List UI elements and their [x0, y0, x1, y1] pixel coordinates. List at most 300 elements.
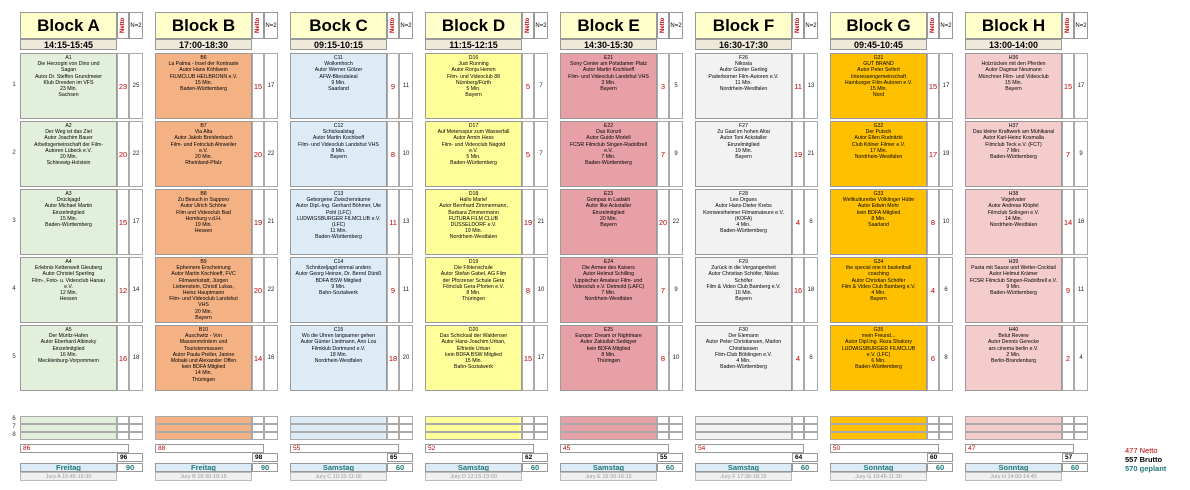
film-line: 19 Min. — [194, 222, 212, 229]
film-entry — [830, 121, 927, 187]
film-line: Nordrhein-Westfalen — [584, 296, 633, 303]
film-line: Filmclub Teck e.V. (FCT) — [985, 141, 1042, 148]
film-line: Kornwestheimer Filmamateure e.V. — [703, 209, 784, 216]
empty-row-n2 — [939, 416, 953, 424]
film-line: Autor Helmut Schilling — [582, 271, 635, 278]
film-line: Autor Ronja Hemm — [451, 67, 496, 74]
film-line: 15 Min. — [464, 358, 482, 365]
film-netto-minutes: 9 — [387, 53, 399, 119]
film-line: Autor Günter Gerling — [719, 67, 768, 74]
empty-row — [20, 432, 117, 440]
film-line: Der Müritz-Hafen — [48, 333, 89, 340]
film-netto-minutes: 2 — [1062, 325, 1074, 391]
film-n2-minutes: 6 — [804, 325, 818, 391]
total-netto: 54 — [695, 444, 804, 453]
film-line: Der Putsch — [865, 129, 892, 136]
jury-time: Jury G 10:45-11:30 — [830, 472, 927, 481]
film-line: Autor Günter Liedmann, Ann Lou — [300, 339, 377, 346]
n2-header: N=2 — [399, 12, 413, 39]
total-n2: 98 — [252, 453, 278, 462]
block-time: 13:00-14:00 — [965, 39, 1062, 50]
day-minutes: 60 — [927, 463, 953, 472]
day-minutes: 60 — [1062, 463, 1088, 472]
empty-row-n2 — [264, 416, 278, 424]
film-entry — [695, 189, 792, 255]
empty-row-n2 — [129, 416, 143, 424]
film-netto-minutes: 3 — [657, 53, 669, 119]
film-line: Nordrhein-Westfalen — [719, 86, 768, 93]
day-minutes: 60 — [522, 463, 548, 472]
total-netto: 45 — [560, 444, 669, 453]
empty-row-netto — [117, 416, 129, 424]
film-entry — [965, 53, 1062, 119]
netto-header: Netto — [1062, 12, 1074, 39]
film-entry — [20, 189, 117, 255]
film-n2-minutes: 20 — [399, 325, 413, 391]
empty-row — [560, 432, 657, 440]
film-line: Autor Hans-Joachim Urban, — [441, 339, 506, 346]
film-line: mein Freund... — [861, 333, 896, 340]
film-netto-minutes: 20 — [657, 189, 669, 255]
film-netto-minutes: 6 — [927, 325, 939, 391]
film-line: Film- und Videoclub Landshut VHS — [568, 73, 649, 80]
empty-row-netto — [387, 416, 399, 424]
film-line: Massenmördern und — [179, 339, 228, 346]
film-line: Nürnberg/Fürth — [455, 79, 492, 86]
film-line: 4 Min. — [871, 290, 886, 297]
film-line: Baden-Württemberg — [45, 222, 92, 229]
film-entry — [20, 121, 117, 187]
summary-value: 557 — [1125, 455, 1138, 464]
block-time: 14:30-15:30 — [560, 39, 657, 50]
film-netto-minutes: 19 — [792, 121, 804, 187]
film-code: B6 — [200, 55, 207, 61]
film-line: 9 Min. — [331, 79, 346, 86]
empty-row-netto — [657, 416, 669, 424]
film-netto-minutes: 8 — [657, 325, 669, 391]
film-line: Die Armee des Kaisers — [582, 265, 635, 272]
film-line: Mecklenburg-Vorpommern — [37, 358, 100, 365]
film-line: Gompas in Ladakh — [586, 197, 631, 204]
film-line: Elfriede Urban — [456, 345, 491, 352]
film-n2-minutes: 6 — [939, 257, 953, 323]
film-line: Bayern — [195, 314, 212, 321]
film-line: FCSR Filmclub Singen-Radolfzell — [570, 141, 647, 148]
empty-row-n2 — [129, 432, 143, 440]
film-code: H38 — [1008, 191, 1019, 197]
film-line: Einzelmitglied — [52, 345, 85, 352]
empty-row-n2 — [534, 416, 548, 424]
film-netto-minutes: 12 — [117, 257, 129, 323]
film-entry — [290, 325, 387, 391]
block-title: Block F — [695, 12, 792, 39]
film-line: e.V. — [64, 283, 73, 290]
film-entry — [965, 257, 1062, 323]
film-line: 19 Min. — [734, 147, 752, 154]
film-n2-minutes: 5 — [669, 53, 683, 119]
film-line: coaching — [868, 271, 889, 278]
film-line: Autor Dr. Steffen Grundmeier — [34, 73, 103, 80]
film-line: 15 Min. — [1004, 79, 1022, 86]
film-netto-minutes: 14 — [252, 325, 264, 391]
empty-row-n2 — [669, 432, 683, 440]
empty-row-netto — [657, 432, 669, 440]
film-netto-minutes: 14 — [1062, 189, 1074, 255]
summary-value: 477 — [1125, 446, 1138, 455]
film-netto-minutes: 19 — [522, 189, 534, 255]
film-line: Rheinland-Pfalz — [185, 160, 222, 167]
film-line: Ephemere Erscheinung — [176, 265, 231, 272]
film-line: Film- und Videoclub Landshut — [169, 296, 238, 303]
film-line: Autor Ilke Ackstaller — [585, 203, 632, 210]
day-label: Sonntag — [965, 463, 1062, 472]
netto-header: Netto — [657, 12, 669, 39]
film-entry — [290, 257, 387, 323]
film-line: 7 Min. — [601, 154, 616, 161]
film-line: Mobaki und Alexander Offen — [170, 358, 237, 365]
film-line: Film & Video Club Bamberg e.V. — [706, 283, 781, 290]
empty-row-netto — [522, 416, 534, 424]
film-code: C13 — [333, 191, 344, 197]
film-entry — [155, 53, 252, 119]
film-line: Autor Joachim Bauer — [44, 135, 93, 142]
netto-header: Netto — [387, 12, 399, 39]
film-line: (KOFA) — [734, 215, 753, 222]
film-line: Schleswig-Holstein — [46, 160, 91, 167]
summary-geplant — [1125, 464, 1166, 473]
film-line: Nordrhein-Westfalen — [854, 154, 903, 161]
empty-row-netto — [792, 416, 804, 424]
film-entry — [425, 325, 522, 391]
film-code: A3 — [65, 191, 72, 197]
film-line: LUDWIGSBURGER FILMCLUB e.V. — [296, 215, 381, 222]
empty-row — [155, 424, 252, 432]
film-line: Bayern — [735, 296, 752, 303]
jury-time: Jury D 12:15-13:00 — [425, 472, 522, 481]
film-line: Münchner Film- und Videoclub — [978, 73, 1049, 80]
film-line: Autor Michael Martin — [44, 203, 93, 210]
film-line: Autor Zakiullah Sediqyer — [580, 339, 637, 346]
day-label: Sonntag — [830, 463, 927, 472]
film-line: e.V. (LFC) — [866, 351, 891, 358]
film-n2-minutes: 7 — [534, 53, 548, 119]
film-n2-minutes: 10 — [399, 121, 413, 187]
film-line: Vogelvater — [1001, 197, 1026, 204]
film-n2-minutes: 10 — [669, 325, 683, 391]
film-line: Autor Dennis Gerecke — [987, 339, 1040, 346]
film-line: Autor Christian Schöfer — [851, 277, 906, 284]
film-n2-minutes: 9 — [669, 121, 683, 187]
film-n2-minutes: 13 — [399, 189, 413, 255]
film-line: Der Weg ist das Ziel — [45, 129, 92, 136]
film-code: G34 — [873, 259, 884, 265]
film-line: Filmwerkstatt, Jürgen — [178, 277, 229, 284]
film-line: Film- und Videoclub Landshut VHS — [298, 141, 379, 148]
n2-header: N=2 — [804, 12, 818, 39]
film-n2-minutes: 9 — [669, 257, 683, 323]
empty-row — [695, 416, 792, 424]
film-line: DÜSSELDORF e.V. — [450, 222, 497, 229]
empty-row-netto — [927, 432, 939, 440]
n2-header: N=2 — [534, 12, 548, 39]
film-entry — [830, 257, 927, 323]
film-line: 20 Min. — [194, 154, 212, 161]
film-line: Hessen — [59, 296, 78, 303]
empty-row-n2 — [399, 424, 413, 432]
film-code: A2 — [65, 123, 72, 129]
summary-value: 570 — [1125, 464, 1138, 473]
empty-row — [425, 432, 522, 440]
film-line: Schnitzeljagd einmal anders — [306, 265, 371, 272]
total-n2: 65 — [387, 453, 413, 462]
film-netto-minutes: 15 — [522, 325, 534, 391]
film-line: Nikosia — [734, 61, 752, 68]
film-line: Die Herzogin von Dino und — [37, 61, 100, 68]
empty-row — [560, 424, 657, 432]
jury-time: Jury B 18:30-19:15 — [155, 472, 252, 481]
film-code: D16 — [468, 55, 479, 61]
film-line: 8 Min. — [331, 147, 346, 154]
empty-row-n2 — [129, 424, 143, 432]
block-title: Bock C — [290, 12, 387, 39]
film-line: 11 Min. — [735, 79, 752, 86]
block-title: Block A — [20, 12, 117, 39]
empty-row — [965, 416, 1062, 424]
film-entry — [20, 257, 117, 323]
film-line: Saarland — [328, 86, 349, 93]
empty-row — [425, 416, 522, 424]
film-entry — [290, 189, 387, 255]
film-line: 16 Min. — [59, 351, 77, 358]
film-entry — [20, 325, 117, 391]
film-line: Autor Peter Seifert — [857, 67, 900, 74]
film-code: B8 — [200, 191, 207, 197]
day-label: Samstag — [425, 463, 522, 472]
film-line: Homburg v.d.H. — [185, 215, 222, 222]
film-line: 11 Min. — [330, 228, 347, 235]
empty-row-n2 — [264, 432, 278, 440]
jury-time: Jury F 17:30-18:15 — [695, 472, 792, 481]
film-code: H36 — [1008, 55, 1019, 61]
film-line: GUT BRAND — [863, 61, 894, 68]
empty-row-n2 — [1074, 424, 1088, 432]
film-line: 16 Min. — [734, 290, 752, 297]
film-code: D17 — [468, 123, 479, 129]
film-line: Bayern — [600, 86, 617, 93]
film-line: 6 Min. — [871, 358, 886, 365]
film-line: 15 Min. — [59, 215, 77, 222]
summary-label: Netto — [1139, 446, 1158, 455]
empty-row-netto — [792, 432, 804, 440]
film-code: H39 — [1008, 259, 1019, 265]
film-entry — [830, 53, 927, 119]
empty-row — [155, 432, 252, 440]
film-line: 12 Min. — [59, 290, 77, 297]
film-code: G35 — [873, 327, 884, 333]
film-line: 7 Min. — [1006, 147, 1021, 154]
empty-row-netto — [252, 424, 264, 432]
film-line: Schöfer — [734, 277, 753, 284]
film-code: C11 — [333, 55, 344, 61]
film-line: 9 Min. — [1006, 283, 1021, 290]
n2-header: N=2 — [264, 12, 278, 39]
empty-row — [425, 424, 522, 432]
film-netto-minutes: 4 — [792, 325, 804, 391]
film-code: F27 — [739, 123, 748, 129]
film-n2-minutes: 22 — [264, 121, 278, 187]
empty-row-n2 — [669, 416, 683, 424]
film-line: Autor Christel Sperling — [42, 271, 95, 278]
film-code: G32 — [873, 123, 884, 129]
film-line: 8 Min. — [601, 351, 616, 358]
film-line: der Pforzener Schule Gera — [442, 277, 505, 284]
empty-row-netto — [792, 424, 804, 432]
film-line: 5 Min. — [466, 154, 481, 161]
film-n2-minutes: 11 — [1074, 257, 1088, 323]
total-netto: 47 — [965, 444, 1074, 453]
empty-row-n2 — [264, 424, 278, 432]
empty-row-netto — [657, 424, 669, 432]
film-netto-minutes: 7 — [657, 257, 669, 323]
netto-header: Netto — [792, 12, 804, 39]
empty-row-netto — [522, 424, 534, 432]
film-n2-minutes: 19 — [939, 121, 953, 187]
day-minutes: 60 — [657, 463, 683, 472]
day-minutes: 90 — [252, 463, 278, 472]
film-line: Der Elemann — [728, 333, 759, 340]
film-netto-minutes: 16 — [117, 325, 129, 391]
film-line: 7 Min. — [601, 290, 616, 297]
film-line: Film und Videoclub Bad — [176, 209, 231, 216]
film-line: Club Kölner Filmer e.V. — [851, 141, 906, 148]
empty-row-netto — [117, 432, 129, 440]
film-n2-minutes: 18 — [804, 257, 818, 323]
film-entry — [290, 121, 387, 187]
day-label: Samstag — [695, 463, 792, 472]
film-line: Heinz Hauptmann — [182, 290, 225, 297]
film-entry — [560, 189, 657, 255]
film-n2-minutes: 11 — [399, 53, 413, 119]
summary-label: Brutto — [1139, 455, 1163, 464]
film-line: Filmklub Dortmund e.V. — [311, 345, 366, 352]
film-entry — [155, 121, 252, 187]
film-line: Zu Gast im hohen Altai — [717, 129, 770, 136]
film-code: E21 — [603, 55, 614, 61]
film-code: A4 — [65, 259, 72, 265]
empty-row-n2 — [399, 416, 413, 424]
film-entry — [695, 53, 792, 119]
film-line: Thüringen — [191, 376, 216, 383]
film-line: kein BDFA Mitglied — [181, 364, 226, 371]
film-line: (LFC) — [331, 222, 346, 229]
empty-row — [290, 416, 387, 424]
film-netto-minutes: 11 — [387, 189, 399, 255]
film-line: Auf Metersspur zum Wasserfall — [437, 129, 510, 136]
film-line: Thüringen — [596, 358, 621, 365]
film-line: 14 Min. — [194, 370, 212, 377]
film-line: LUDWIGSBURGER FILMCLUB — [841, 345, 916, 352]
film-line: 3 Min. — [601, 79, 616, 86]
film-line: e.V. — [604, 147, 613, 154]
film-line: Klub Dresden im VFS — [43, 79, 94, 86]
film-n2-minutes: 21 — [264, 189, 278, 255]
block-time: 09:45-10:45 — [830, 39, 927, 50]
film-n2-minutes: 8 — [939, 325, 953, 391]
film-code: F30 — [739, 327, 748, 333]
film-line: Nordrhein-Westfalen — [314, 358, 363, 365]
film-line: 4 Min. — [736, 358, 751, 365]
film-line: Autor Paula Preller, Janine — [172, 351, 235, 358]
empty-row-netto — [927, 416, 939, 424]
film-code: C12 — [333, 123, 344, 129]
film-n2-minutes: 17 — [939, 53, 953, 119]
film-n2-minutes: 17 — [1074, 53, 1088, 119]
day-label: Samstag — [560, 463, 657, 472]
film-line: Bayern — [465, 92, 482, 99]
film-entry — [695, 121, 792, 187]
film-line: 19 Min. — [464, 228, 482, 235]
n2-header: N=2 — [1074, 12, 1088, 39]
film-line: Hallo Marie! — [459, 197, 488, 204]
film-line: Belut Review — [998, 333, 1029, 340]
block-title: Block D — [425, 12, 522, 39]
film-line: Bahn-Sozialwerk — [319, 290, 358, 297]
film-netto-minutes: 17 — [927, 121, 939, 187]
film-line: Wo die Uhren langsamer gehen — [301, 333, 376, 340]
film-line: Pohl (LFC) — [325, 209, 352, 216]
film-line: 4 Min. — [736, 222, 751, 229]
row-number: 8 — [12, 432, 16, 438]
empty-row — [20, 424, 117, 432]
film-line: Videoclub e.V. Detmold (LAFC) — [572, 283, 645, 290]
film-netto-minutes: 4 — [792, 189, 804, 255]
film-line: Nord — [872, 92, 885, 99]
film-entry — [425, 257, 522, 323]
n2-header: N=2 — [129, 12, 143, 39]
film-netto-minutes: 18 — [387, 325, 399, 391]
film-entry — [155, 257, 252, 323]
film-n2-minutes: 17 — [129, 189, 143, 255]
film-line: Autor Stefan Gabel, AG Film — [440, 271, 507, 278]
film-netto-minutes: 9 — [387, 257, 399, 323]
film-line: 8 Min. — [466, 290, 481, 297]
row-number: 1 — [12, 82, 16, 88]
film-line: Berlin-Brandenburg — [991, 358, 1036, 365]
film-entry — [290, 53, 387, 119]
film-entry — [425, 121, 522, 187]
film-line: Baden-Württemberg — [585, 160, 632, 167]
film-line: Autor Martin Kochloeff — [582, 67, 635, 74]
film-n2-minutes: 16 — [1074, 189, 1088, 255]
film-line: Autor Georg Heinze, Dr. Bernd Düniß — [295, 271, 382, 278]
row-number: 6 — [12, 416, 16, 422]
empty-row-n2 — [1074, 416, 1088, 424]
block-title: Block E — [560, 12, 657, 39]
film-line: Film-, Foto- u. Videoclub Hanau — [31, 277, 106, 284]
summary-netto — [1125, 446, 1158, 455]
film-entry — [425, 53, 522, 119]
film-netto-minutes: 9 — [1062, 257, 1074, 323]
film-line: 20 Min. — [194, 308, 212, 315]
film-line: Autor Dipl.Ing. Reza Shakory — [845, 339, 912, 346]
film-entry — [695, 325, 792, 391]
day-minutes: 90 — [117, 463, 143, 472]
film-line: Weltkulturerbe Völklinger Hütte — [842, 197, 915, 204]
film-netto-minutes: 20 — [252, 121, 264, 187]
film-code: F28 — [739, 191, 748, 197]
film-line: Schicksalstag — [322, 129, 355, 136]
film-line: Touristenmassen — [183, 345, 224, 352]
